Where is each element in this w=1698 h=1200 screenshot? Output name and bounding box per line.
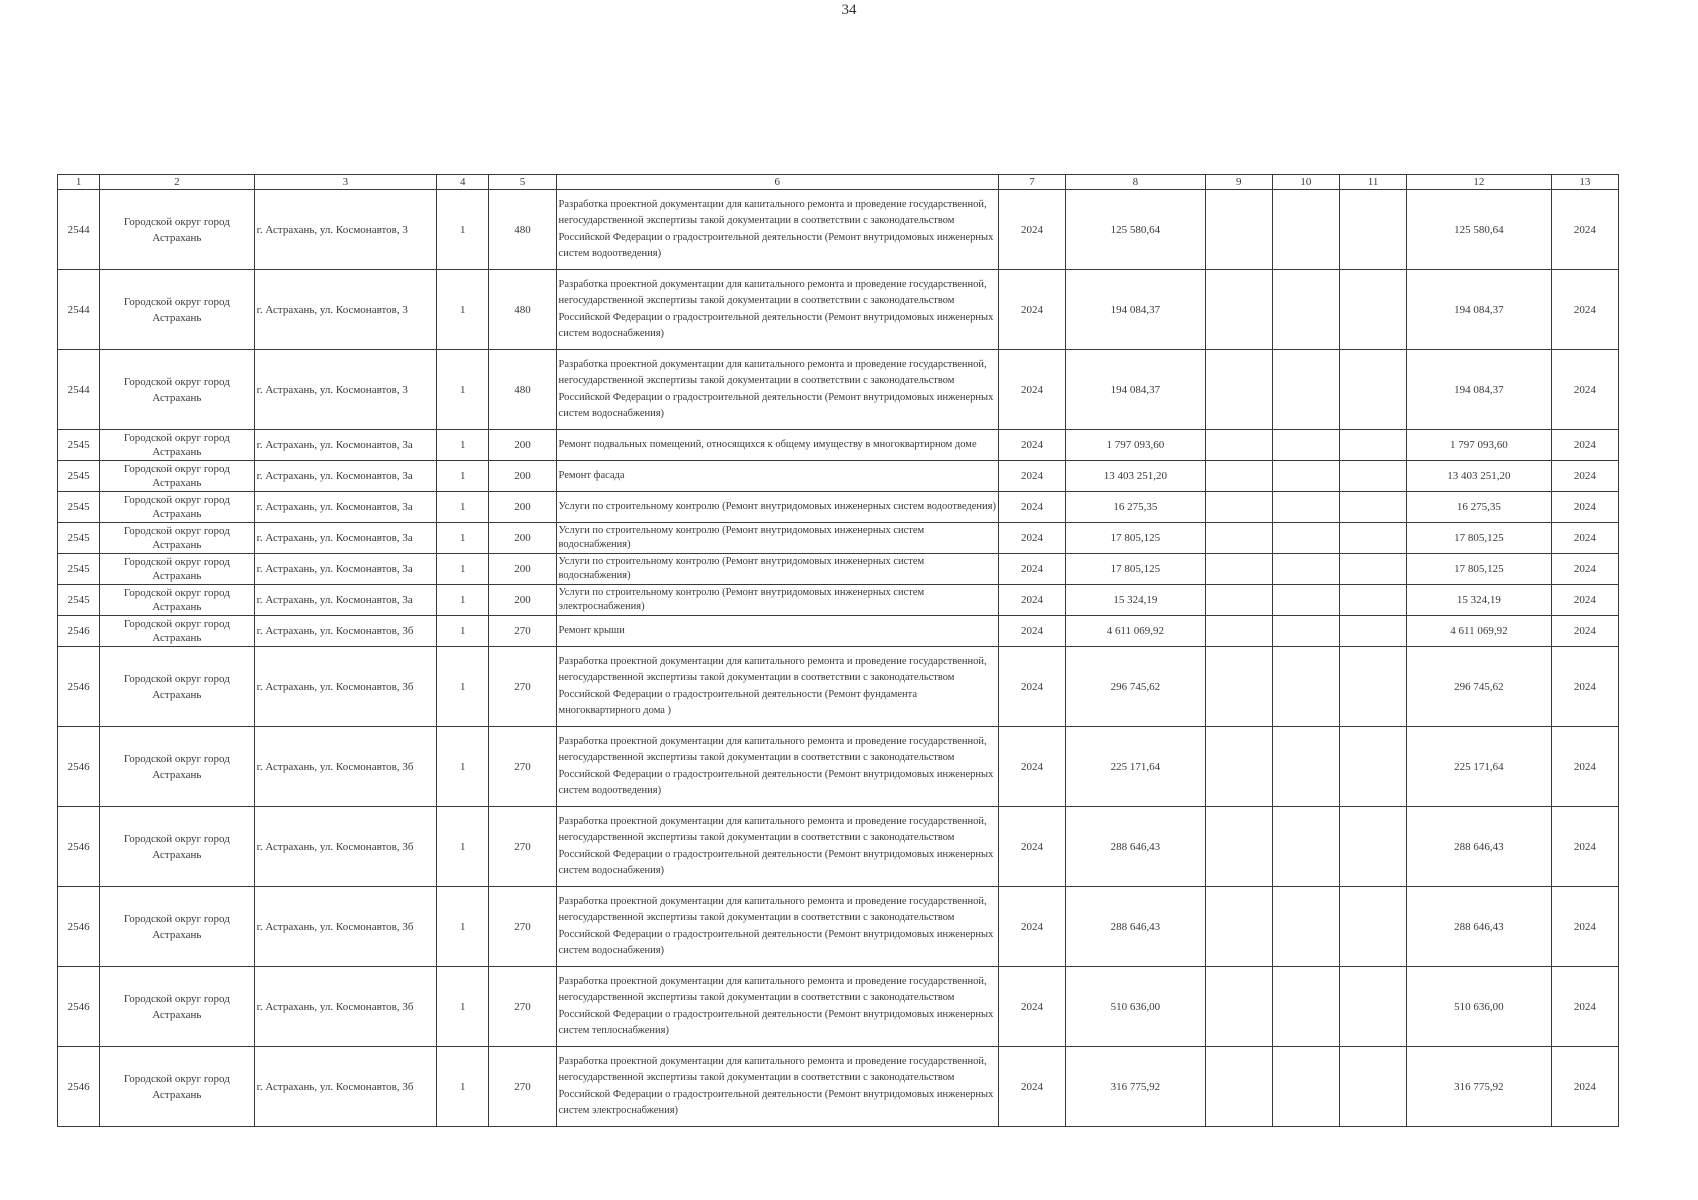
area-cell: 200 (489, 585, 556, 616)
cost-cell: 125 580,64 (1066, 190, 1205, 270)
municipality-cell: Городской округ город Астрахань (100, 616, 254, 647)
municipality-cell: Городской округ город Астрахань (100, 461, 254, 492)
year-cell: 2024 (998, 647, 1065, 727)
empty-cell (1272, 430, 1339, 461)
year-cell: 2024 (998, 554, 1065, 585)
municipality-cell: Городской округ город Астрахань (100, 270, 254, 350)
table-row (58, 727, 1619, 807)
area-cell: 200 (489, 523, 556, 554)
empty-cell (1205, 1047, 1272, 1127)
total-cost-cell: 316 775,92 (1407, 1047, 1551, 1127)
row-number-cell: 2545 (58, 585, 100, 616)
empty-cell (1272, 270, 1339, 350)
empty-cell (1205, 430, 1272, 461)
empty-cell (1205, 492, 1272, 523)
quantity-cell: 1 (437, 1047, 489, 1127)
empty-cell (1340, 727, 1407, 807)
row-number-cell: 2546 (58, 1047, 100, 1127)
empty-cell (1205, 523, 1272, 554)
completion-year-cell: 2024 (1551, 967, 1618, 1047)
empty-cell (1205, 190, 1272, 270)
work-description-cell: Разработка проектной документации для капитального ремонта и проведение государственной, негосударственной экспертизы такой документации в соответствии с законодательством Российской Федерации о градостроительной деятельности (Ремонт внутридомовых инженерных систем водоснабжения) (556, 350, 998, 430)
address-cell: г. Астрахань, ул. Космонавтов, 3б (254, 1047, 437, 1127)
year-cell: 2024 (998, 430, 1065, 461)
municipality-cell: Городской округ город Астрахань (100, 1047, 254, 1127)
empty-cell (1272, 967, 1339, 1047)
quantity-cell: 1 (437, 523, 489, 554)
municipality-cell: Городской округ город Астрахань (100, 585, 254, 616)
area-cell: 480 (489, 190, 556, 270)
row-number-cell: 2546 (58, 807, 100, 887)
total-cost-cell: 194 084,37 (1407, 270, 1551, 350)
completion-year-cell: 2024 (1551, 887, 1618, 967)
column-header: 1 (58, 175, 100, 190)
capital-repair-table (57, 174, 1619, 1127)
quantity-cell: 1 (437, 461, 489, 492)
year-cell: 2024 (998, 270, 1065, 350)
area-cell: 200 (489, 492, 556, 523)
cost-cell: 16 275,35 (1066, 492, 1205, 523)
completion-year-cell: 2024 (1551, 616, 1618, 647)
empty-cell (1205, 887, 1272, 967)
municipality-cell: Городской округ город Астрахань (100, 887, 254, 967)
area-cell: 480 (489, 270, 556, 350)
column-header: 9 (1205, 175, 1272, 190)
address-cell: г. Астрахань, ул. Космонавтов, 3б (254, 967, 437, 1047)
empty-cell (1272, 1047, 1339, 1127)
address-cell: г. Астрахань, ул. Космонавтов, 3б (254, 807, 437, 887)
year-cell: 2024 (998, 492, 1065, 523)
table-body (58, 190, 1619, 1127)
total-cost-cell: 15 324,19 (1407, 585, 1551, 616)
empty-cell (1340, 554, 1407, 585)
municipality-cell: Городской округ город Астрахань (100, 492, 254, 523)
address-cell: г. Астрахань, ул. Космонавтов, 3а (254, 461, 437, 492)
quantity-cell: 1 (437, 492, 489, 523)
row-number-cell: 2545 (58, 430, 100, 461)
completion-year-cell: 2024 (1551, 270, 1618, 350)
empty-cell (1340, 270, 1407, 350)
address-cell: г. Астрахань, ул. Космонавтов, 3б (254, 887, 437, 967)
table-row (58, 585, 1619, 616)
year-cell: 2024 (998, 585, 1065, 616)
address-cell: г. Астрахань, ул. Космонавтов, 3а (254, 430, 437, 461)
table-row (58, 807, 1619, 887)
total-cost-cell: 1 797 093,60 (1407, 430, 1551, 461)
municipality-cell: Городской округ город Астрахань (100, 523, 254, 554)
address-cell: г. Астрахань, ул. Космонавтов, 3а (254, 554, 437, 585)
empty-cell (1205, 727, 1272, 807)
cost-cell: 288 646,43 (1066, 887, 1205, 967)
row-number-cell: 2544 (58, 270, 100, 350)
municipality-cell: Городской округ город Астрахань (100, 647, 254, 727)
table-row (58, 1047, 1619, 1127)
work-description-cell: Разработка проектной документации для капитального ремонта и проведение государственной, негосударственной экспертизы такой документации в соответствии с законодательством Российской Федерации о градостроительной деятельности (Ремонт внутридомовых инженерных систем водоотведения) (556, 190, 998, 270)
year-cell: 2024 (998, 190, 1065, 270)
quantity-cell: 1 (437, 967, 489, 1047)
cost-cell: 17 805,125 (1066, 523, 1205, 554)
total-cost-cell: 125 580,64 (1407, 190, 1551, 270)
table-row (58, 350, 1619, 430)
empty-cell (1340, 887, 1407, 967)
empty-cell (1340, 585, 1407, 616)
work-description-cell: Разработка проектной документации для капитального ремонта и проведение государственной, негосударственной экспертизы такой документации в соответствии с законодательством Российской Федерации о градостроительной деятельности (Ремонт внутридомовых инженерных систем водоотведения) (556, 727, 998, 807)
address-cell: г. Астрахань, ул. Космонавтов, 3а (254, 523, 437, 554)
area-cell: 270 (489, 647, 556, 727)
area-cell: 270 (489, 616, 556, 647)
empty-cell (1340, 967, 1407, 1047)
address-cell: г. Астрахань, ул. Космонавтов, 3б (254, 647, 437, 727)
column-header: 11 (1340, 175, 1407, 190)
total-cost-cell: 4 611 069,92 (1407, 616, 1551, 647)
table-row (58, 492, 1619, 523)
row-number-cell: 2546 (58, 647, 100, 727)
year-cell: 2024 (998, 461, 1065, 492)
municipality-cell: Городской округ город Астрахань (100, 967, 254, 1047)
empty-cell (1340, 492, 1407, 523)
work-description-cell: Разработка проектной документации для капитального ремонта и проведение государственной, негосударственной экспертизы такой документации в соответствии с законодательством Российской Федерации о градостроительной деятельности (Ремонт внутридомовых инженерных систем водоснабжения) (556, 270, 998, 350)
table-row (58, 967, 1619, 1047)
empty-cell (1205, 807, 1272, 887)
municipality-cell: Городской округ город Астрахань (100, 554, 254, 585)
year-cell: 2024 (998, 616, 1065, 647)
cost-cell: 4 611 069,92 (1066, 616, 1205, 647)
total-cost-cell: 13 403 251,20 (1407, 461, 1551, 492)
completion-year-cell: 2024 (1551, 554, 1618, 585)
municipality-cell: Городской округ город Астрахань (100, 727, 254, 807)
row-number-cell: 2545 (58, 554, 100, 585)
cost-cell: 194 084,37 (1066, 270, 1205, 350)
completion-year-cell: 2024 (1551, 492, 1618, 523)
column-header: 3 (254, 175, 437, 190)
address-cell: г. Астрахань, ул. Космонавтов, 3 (254, 190, 437, 270)
area-cell: 270 (489, 727, 556, 807)
empty-cell (1272, 554, 1339, 585)
work-description-cell: Ремонт фасада (556, 461, 998, 492)
cost-cell: 17 805,125 (1066, 554, 1205, 585)
row-number-cell: 2545 (58, 523, 100, 554)
municipality-cell: Городской округ город Астрахань (100, 430, 254, 461)
completion-year-cell: 2024 (1551, 807, 1618, 887)
address-cell: г. Астрахань, ул. Космонавтов, 3 (254, 270, 437, 350)
area-cell: 200 (489, 554, 556, 585)
municipality-cell: Городской округ город Астрахань (100, 807, 254, 887)
completion-year-cell: 2024 (1551, 585, 1618, 616)
row-number-cell: 2546 (58, 616, 100, 647)
year-cell: 2024 (998, 523, 1065, 554)
empty-cell (1205, 554, 1272, 585)
column-header: 6 (556, 175, 998, 190)
column-header: 7 (998, 175, 1065, 190)
empty-cell (1272, 190, 1339, 270)
empty-cell (1340, 647, 1407, 727)
completion-year-cell: 2024 (1551, 1047, 1618, 1127)
total-cost-cell: 296 745,62 (1407, 647, 1551, 727)
cost-cell: 288 646,43 (1066, 807, 1205, 887)
area-cell: 480 (489, 350, 556, 430)
address-cell: г. Астрахань, ул. Космонавтов, 3а (254, 492, 437, 523)
empty-cell (1272, 585, 1339, 616)
total-cost-cell: 225 171,64 (1407, 727, 1551, 807)
total-cost-cell: 510 636,00 (1407, 967, 1551, 1047)
column-header: 10 (1272, 175, 1339, 190)
quantity-cell: 1 (437, 430, 489, 461)
row-number-cell: 2546 (58, 967, 100, 1047)
work-description-cell: Разработка проектной документации для капитального ремонта и проведение государственной, негосударственной экспертизы такой документации в соответствии с законодательством Российской Федерации о градостроительной деятельности (Ремонт внутридомовых инженерных систем водоснабжения) (556, 807, 998, 887)
column-header: 5 (489, 175, 556, 190)
empty-cell (1340, 523, 1407, 554)
column-header: 12 (1407, 175, 1551, 190)
empty-cell (1205, 647, 1272, 727)
year-cell: 2024 (998, 350, 1065, 430)
area-cell: 200 (489, 430, 556, 461)
cost-cell: 13 403 251,20 (1066, 461, 1205, 492)
empty-cell (1272, 350, 1339, 430)
row-number-cell: 2546 (58, 727, 100, 807)
table-row (58, 430, 1619, 461)
empty-cell (1272, 887, 1339, 967)
completion-year-cell: 2024 (1551, 350, 1618, 430)
year-cell: 2024 (998, 1047, 1065, 1127)
empty-cell (1272, 492, 1339, 523)
area-cell: 270 (489, 887, 556, 967)
completion-year-cell: 2024 (1551, 430, 1618, 461)
work-description-cell: Ремонт подвальных помещений, относящихся к общему имуществу в многоквартирном доме (556, 430, 998, 461)
address-cell: г. Астрахань, ул. Космонавтов, 3 (254, 350, 437, 430)
quantity-cell: 1 (437, 585, 489, 616)
work-description-cell: Разработка проектной документации для капитального ремонта и проведение государственной, негосударственной экспертизы такой документации в соответствии с законодательством Российской Федерации о градостроительной деятельности (Ремонт внутридомовых инженерных систем теплоснабжения) (556, 967, 998, 1047)
empty-cell (1272, 461, 1339, 492)
completion-year-cell: 2024 (1551, 727, 1618, 807)
completion-year-cell: 2024 (1551, 647, 1618, 727)
empty-cell (1272, 523, 1339, 554)
table-row (58, 887, 1619, 967)
quantity-cell: 1 (437, 554, 489, 585)
empty-cell (1205, 461, 1272, 492)
table-row (58, 647, 1619, 727)
table-row (58, 616, 1619, 647)
work-description-cell: Услуги по строительному контролю (Ремонт внутридомовых инженерных систем водоотведения) (556, 492, 998, 523)
empty-cell (1205, 270, 1272, 350)
quantity-cell: 1 (437, 190, 489, 270)
address-cell: г. Астрахань, ул. Космонавтов, 3б (254, 727, 437, 807)
cost-cell: 296 745,62 (1066, 647, 1205, 727)
cost-cell: 225 171,64 (1066, 727, 1205, 807)
total-cost-cell: 17 805,125 (1407, 523, 1551, 554)
cost-cell: 316 775,92 (1066, 1047, 1205, 1127)
row-number-cell: 2545 (58, 492, 100, 523)
quantity-cell: 1 (437, 887, 489, 967)
year-cell: 2024 (998, 887, 1065, 967)
column-header: 8 (1066, 175, 1205, 190)
area-cell: 270 (489, 1047, 556, 1127)
empty-cell (1272, 647, 1339, 727)
cost-cell: 194 084,37 (1066, 350, 1205, 430)
empty-cell (1340, 616, 1407, 647)
column-header: 2 (100, 175, 254, 190)
empty-cell (1205, 585, 1272, 616)
row-number-cell: 2545 (58, 461, 100, 492)
total-cost-cell: 16 275,35 (1407, 492, 1551, 523)
cost-cell: 510 636,00 (1066, 967, 1205, 1047)
column-header: 4 (437, 175, 489, 190)
total-cost-cell: 288 646,43 (1407, 887, 1551, 967)
cost-cell: 15 324,19 (1066, 585, 1205, 616)
quantity-cell: 1 (437, 807, 489, 887)
quantity-cell: 1 (437, 350, 489, 430)
year-cell: 2024 (998, 967, 1065, 1047)
year-cell: 2024 (998, 727, 1065, 807)
empty-cell (1340, 1047, 1407, 1127)
empty-cell (1340, 350, 1407, 430)
table-row (58, 554, 1619, 585)
cost-cell: 1 797 093,60 (1066, 430, 1205, 461)
table-row (58, 190, 1619, 270)
empty-cell (1340, 430, 1407, 461)
table-row (58, 461, 1619, 492)
year-cell: 2024 (998, 807, 1065, 887)
work-description-cell: Услуги по строительному контролю (Ремонт внутридомовых инженерных систем электроснабжения) (556, 585, 998, 616)
column-header: 13 (1551, 175, 1618, 190)
municipality-cell: Городской округ город Астрахань (100, 350, 254, 430)
municipality-cell: Городской округ город Астрахань (100, 190, 254, 270)
empty-cell (1340, 807, 1407, 887)
work-description-cell: Ремонт крыши (556, 616, 998, 647)
address-cell: г. Астрахань, ул. Космонавтов, 3б (254, 616, 437, 647)
quantity-cell: 1 (437, 270, 489, 350)
total-cost-cell: 194 084,37 (1407, 350, 1551, 430)
work-description-cell: Разработка проектной документации для капитального ремонта и проведение государственной, негосударственной экспертизы такой документации в соответствии с законодательством Российской Федерации о градостроительной деятельности (Ремонт внутридомовых инженерных систем электроснабжения) (556, 1047, 998, 1127)
table-row (58, 523, 1619, 554)
area-cell: 200 (489, 461, 556, 492)
completion-year-cell: 2024 (1551, 523, 1618, 554)
empty-cell (1205, 350, 1272, 430)
work-description-cell: Услуги по строительному контролю (Ремонт внутридомовых инженерных систем водоснабжения) (556, 523, 998, 554)
empty-cell (1205, 616, 1272, 647)
empty-cell (1340, 461, 1407, 492)
work-description-cell: Услуги по строительному контролю (Ремонт внутридомовых инженерных систем водоснабжения) (556, 554, 998, 585)
work-description-cell: Разработка проектной документации для капитального ремонта и проведение государственной, негосударственной экспертизы такой документации в соответствии с законодательством Российской Федерации о градостроительной деятельности (Ремонт фундамента многоквартирного дома ) (556, 647, 998, 727)
empty-cell (1272, 807, 1339, 887)
work-description-cell: Разработка проектной документации для капитального ремонта и проведение государственной, негосударственной экспертизы такой документации в соответствии с законодательством Российской Федерации о градостроительной деятельности (Ремонт внутридомовых инженерных систем водоснабжения) (556, 887, 998, 967)
empty-cell (1272, 727, 1339, 807)
quantity-cell: 1 (437, 616, 489, 647)
total-cost-cell: 288 646,43 (1407, 807, 1551, 887)
total-cost-cell: 17 805,125 (1407, 554, 1551, 585)
area-cell: 270 (489, 807, 556, 887)
table-row (58, 270, 1619, 350)
quantity-cell: 1 (437, 647, 489, 727)
empty-cell (1340, 190, 1407, 270)
row-number-cell: 2544 (58, 190, 100, 270)
empty-cell (1205, 967, 1272, 1047)
completion-year-cell: 2024 (1551, 190, 1618, 270)
empty-cell (1272, 616, 1339, 647)
page-number: 34 (841, 2, 857, 18)
completion-year-cell: 2024 (1551, 461, 1618, 492)
row-number-cell: 2546 (58, 887, 100, 967)
area-cell: 270 (489, 967, 556, 1047)
address-cell: г. Астрахань, ул. Космонавтов, 3а (254, 585, 437, 616)
quantity-cell: 1 (437, 727, 489, 807)
row-number-cell: 2544 (58, 350, 100, 430)
header-row (58, 175, 1619, 190)
